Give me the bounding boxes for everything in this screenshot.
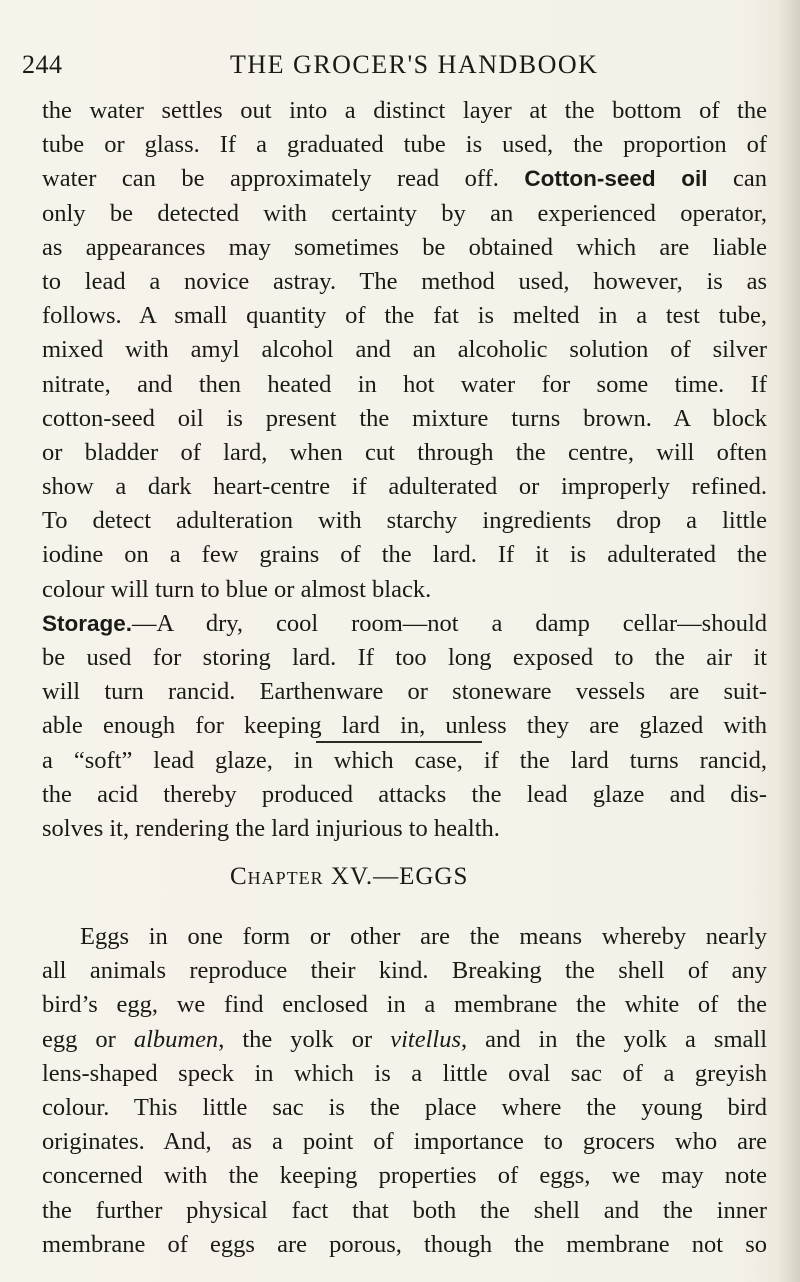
text-line: or bladder of lard, when cut through the centre, will often bbox=[42, 438, 767, 466]
text-line: Eggs in one form or other are the means whereby nearly bbox=[80, 923, 767, 950]
text-line: solves it, rendering the lard injurious to health. bbox=[42, 814, 500, 842]
text-line: be used for storing lard. If too long exposed to the air it bbox=[42, 644, 767, 671]
text-line: egg or albumen, the yolk or vitellus, and in the yolk a small bbox=[42, 1025, 768, 1053]
text-line: nitrate, and then heated in hot water for some time. If bbox=[42, 370, 767, 398]
text-line: as appearances may sometimes be obtained which are liable bbox=[42, 233, 767, 261]
text-line: able enough for keeping lard in, unless they are glazed with bbox=[42, 712, 767, 740]
albumen-term: albumen bbox=[133, 1025, 219, 1053]
text-line: bird’s egg, we find enclosed in a membrane the white of the bbox=[42, 991, 767, 1019]
page-number: 244 bbox=[22, 50, 63, 79]
text-line: the water settles out into a distinct layer at the bottom of the bbox=[42, 97, 767, 124]
text-line: To detect adulteration with starchy ingredients drop a little bbox=[42, 507, 767, 535]
text-line: originates. And, as a point of importance to grocers who are bbox=[42, 1128, 767, 1156]
text-line: Storage.—A dry, cool room—not a damp cellar—should bbox=[42, 609, 767, 637]
section-divider-rule bbox=[316, 741, 482, 743]
text-line: iodine on a few grains of the lard. If it is adulterated the bbox=[42, 541, 767, 569]
text-line: to lead a novice astray. The method used, however, is as bbox=[42, 267, 767, 295]
chapter-title: —EGGS bbox=[373, 863, 469, 890]
text-line: the further physical fact that both the shell and the inner bbox=[42, 1196, 767, 1224]
paragraph-eggs bbox=[42, 920, 767, 1262]
text-line: will turn rancid. Earthenware or stoneware vessels are suit- bbox=[42, 678, 767, 706]
text-line: the acid thereby produced attacks the lead glaze and dis- bbox=[42, 780, 767, 808]
running-head bbox=[22, 50, 770, 86]
text-line: membrane of eggs are porous, though the membrane not so bbox=[42, 1230, 767, 1258]
storage-heading: Storage. bbox=[42, 610, 133, 636]
chapter-label: Chapter XV. bbox=[230, 863, 374, 890]
text-line: colour. This little sac is the place where the young bird bbox=[42, 1093, 767, 1121]
chapter-heading bbox=[230, 863, 468, 891]
text-line: water can be approximately read off. Cotton-seed oil can bbox=[42, 165, 768, 193]
text-line: a “soft” lead glaze, in which case, if the lard turns rancid, bbox=[42, 746, 767, 774]
page-edge-shadow bbox=[778, 0, 800, 1282]
text-line: tube or glass. If a graduated tube is used, the proportion of bbox=[42, 131, 767, 159]
text-line: mixed with amyl alcohol and an alcoholic solution of silver bbox=[42, 336, 767, 364]
paragraph-lard-tests bbox=[42, 94, 767, 846]
text-line: all animals reproduce their kind. Breaking the shell of any bbox=[42, 957, 767, 985]
vitellus-term: vitellus bbox=[390, 1025, 461, 1053]
running-title: THE GROCER'S HANDBOOK bbox=[230, 50, 599, 79]
text-line: follows. A small quantity of the fat is melted in a test tube, bbox=[42, 302, 767, 330]
text-line: colour will turn to blue or almost black. bbox=[42, 575, 432, 603]
text-line: concerned with the keeping properties of eggs, we may note bbox=[42, 1162, 767, 1190]
text-line: only be detected with certainty by an experienced operator, bbox=[42, 199, 767, 227]
text-line: lens-shaped speck in which is a little oval sac of a greyish bbox=[42, 1059, 767, 1087]
cotton-seed-oil-heading: Cotton-seed oil bbox=[524, 166, 708, 192]
text-line: cotton-seed oil is present the mixture turns brown. A block bbox=[42, 404, 767, 432]
text-line: show a dark heart-centre if adulterated or improperly refined. bbox=[42, 473, 767, 501]
